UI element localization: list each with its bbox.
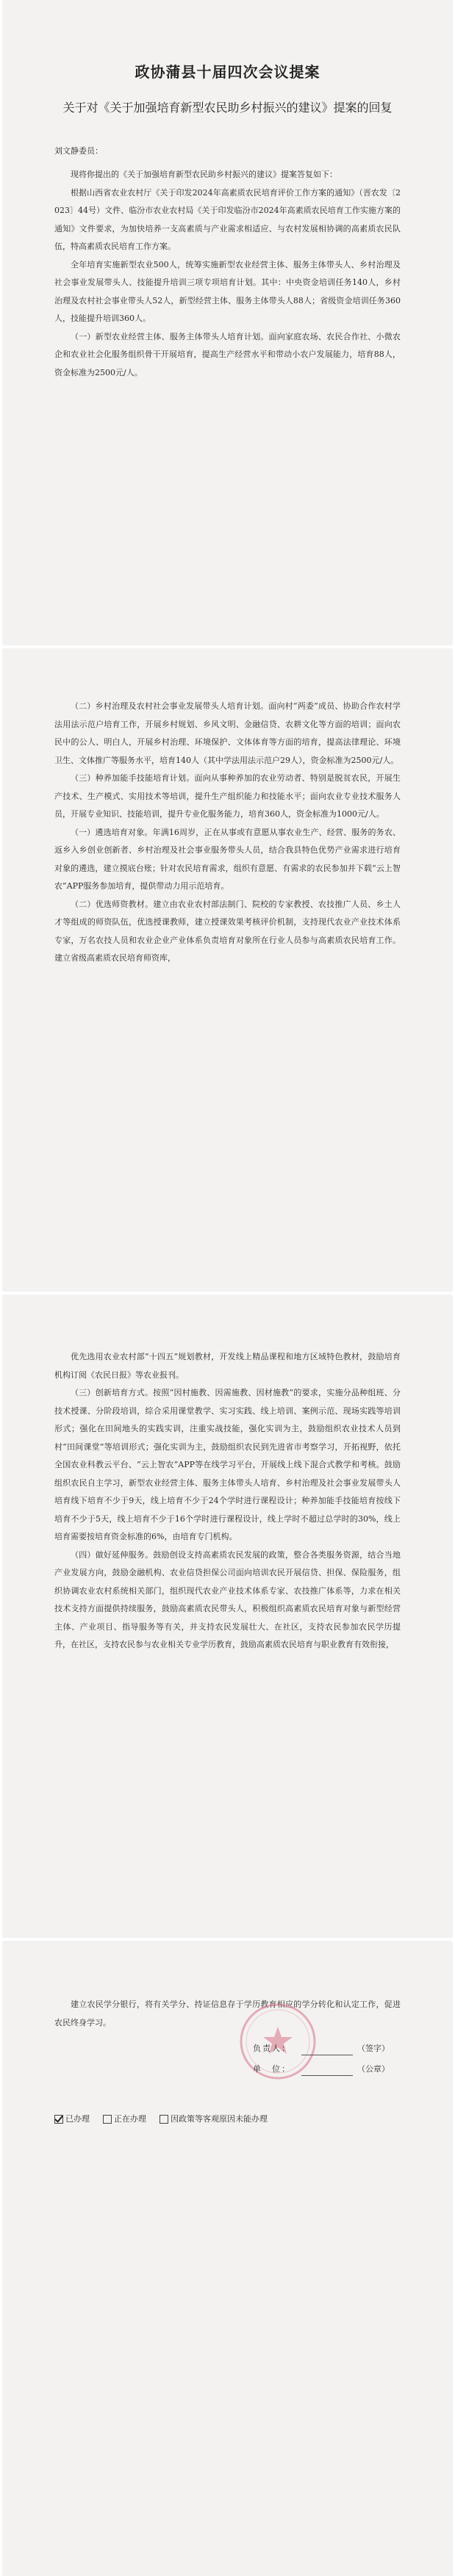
paragraph: （一）遴选培育对象。年满16周岁，正在从事或有意愿从事农业生产、经营、服务的务农、返乡入乡创业创新者、乡村治理及社会事业服务带头人员，结合我县特色优势产业需求进行培育对象的遴选，建立摸底台账；针对农民培育需求，组织有意愿、有需求的农民参加并下载“云上智农”APP服务参加培育，提供带动力用示范培育。 [54,827,401,891]
checkbox-checked-icon [54,2115,63,2124]
document-page-4 [3,1942,452,2576]
paragraph: （三）创新培育方式。按照“因村施教、因需施教、因材施教”的要求，实施分品种组班、分技术授课、分阶段培训，综合采用课堂教学、实习实践、线上培训、案例示范、现场实践等培训形式；强化在田间地头的实践实训，注重实战技能，强化实训为主，鼓励组织农业技术人员到村“田间课堂”等培训形式；强化实训为主，鼓励组织农民到先进省市考察学习，开拓视野，依托全国农业科教云平台、“云上智农”APP等在线学习平台，开展线上线下混合式教学和考核。鼓励组织农民自主学习，新型农业经营主体、服务主体带头人培育、乡村治理及社会事业发展带头人培育线下培育不少于9天，线上培育不少于24个学时进行课程设计；种养加能手技能培育按线下培育不少于5天，线上培育不少于16个学时进行课程设计，线上学时不超过总学时的30%，线上培育需要按培育资金标准的6%，由培育专门机构。 [54,1388,401,1541]
document-page-3 [3,1295,452,1937]
paragraph: 建立农民学分银行，将有关学分、持证信息存于学历教育相应的学分转化和认定工作，促进农民终身学习。 [54,2000,401,2027]
signature-unit-row [253,2059,390,2080]
paragraph: 优先选用农业农村部“十四五”规划教材，开发线上精品课程和地方区域特色教材，鼓励培育机构订阅《农民日报》等农业报刊。 [54,1352,401,1380]
checkbox-empty-icon [160,2115,168,2124]
paragraph: （一）新型农业经营主体、服务主体带头人培育计划。面向家庭农场、农民合作社、小微农企和农业社会化服务组织骨干开展培育，提高生产经营水平和带动小农户发展能力，培育88人，资金标准为2500元/人。 [54,331,401,377]
page-4-content [54,1996,401,2032]
paragraph: 现将你提出的《关于加强培育新型农民助乡村振兴的建议》提案答复如下： [71,170,337,179]
page-2-content [54,698,401,968]
signature-person-label: 负责人： [253,2044,291,2053]
status-option-in-progress [103,2112,146,2127]
signature-block [253,2038,390,2080]
signature-person-line [301,2043,353,2055]
document-title: 政协蒲县十届四次会议提案 [135,63,320,81]
document-page-2 [3,649,452,1291]
paragraph: （二）乡村治理及农村社会事业发展带头人培育计划。面向村“两委”成员、协助合作农村学法用法示范户培育工作，开展乡村规划、乡风文明、金融信贷、农耕文化等方面的培训；面向农民中的公人、明白人，开展乡村治理、环境保护、文体体育等方面的培育，提高法律理论、环境卫生、文体推广等服务水平，培育140人（其中学法用法示范户29人），资金标准为2500元/人。 [54,701,401,765]
signature-unit-hint: （公章） [357,2064,390,2074]
page-1-content [54,0,401,382]
status-label: 已办理 [65,2114,90,2124]
document-subtitle: 关于对《关于加强培育新型农民助乡村振兴的建议》提案的回复 [62,101,393,115]
document-page-1 [3,0,452,645]
paragraph: 根据山西省农业农村厅《关于印发2024年高素质农民培育评价工作方案的通知》（晋农发〔2023〕44号）文件、临汾市农业农村局《关于印发临汾市2024年高素质农民培育工作实施方案的通知》文件要求，为加快培养一支高素质与产业需求相适应、与农村发展相协调的高素质农民队伍，特高素质农民培育工作方案。 [54,187,401,251]
status-label: 因政策等客观原因未能办理 [171,2114,268,2124]
page-3-content [54,1348,401,1654]
paragraph: （四）做好延伸服务。鼓励创设支持高素质农民发展的政策，整合各类服务资源，结合当地产业发展方向，鼓励金融机构、农业信贷担保公司面向培训农民开展信贷、担保、保险服务，组织协调农业农村系统相关部门，组织现代农业产业技术体系专家、农技推广体系等，力求在相关技术支持方面提供持续服务，鼓励高素质农民带头人，积极组织高素质农民培育对象与新型经营主体、产业项目、指导服务等有关，并支持农民发展壮大、在社区，支持农民参加农民学历提升，在社区，支持农民参与农业相关专业学历教育，鼓励高素质农民培育与职业教育有效衔接， [54,1549,401,1649]
salutation: 刘文静委员： [54,146,103,156]
paragraph: 全年培育实施新型农业500人，统筹实施新型农业经营主体、服务主体带头人、乡村治理及社会事业发展带头人、技能提升培训三项专项培育计划。其中：中央资金培训任务140人，乡村治理及农村社会事业带头人52人，新型经营主体、服务主体带头人88人；省级资金培训任务360人，技能提升培训360人。 [54,259,401,323]
checkbox-empty-icon [103,2115,112,2124]
signature-unit-line [301,2063,353,2076]
status-label: 正在办理 [114,2114,146,2124]
signature-unit-label: 单 位： [253,2064,291,2074]
status-option-not-handled [160,2112,268,2127]
signature-person-hint: （签字） [357,2044,390,2053]
paragraph: （三）种养加能手技能培育计划。面向从事种养加的农业劳动者、特别是脱贫农民，开展生产技术、生产模式、实用技术等培训，提升生产组织能力和技能水平；面向农业专业技术服务人员，开展专业知识、技能培训，提升专业化服务能力，培育360人，资金标准为1000元/人。 [54,773,401,819]
paragraph: （二）优选师资教材。建立由农业农村部法制门、院校的专家教授、农技推广人员、乡土人才等组成的师资队伍，优选授课教师，建立授课效果考核评价机制，支持现代农业产业技术体系专家，万名农技人员和农业企业产业体系负责培育对象所在行业人员参与高素质农民培育工作。建立省级高素质农民培育师资库， [54,899,401,963]
handling-status-options [54,2112,268,2127]
signature-person-row [253,2038,390,2059]
status-option-done [54,2112,90,2127]
